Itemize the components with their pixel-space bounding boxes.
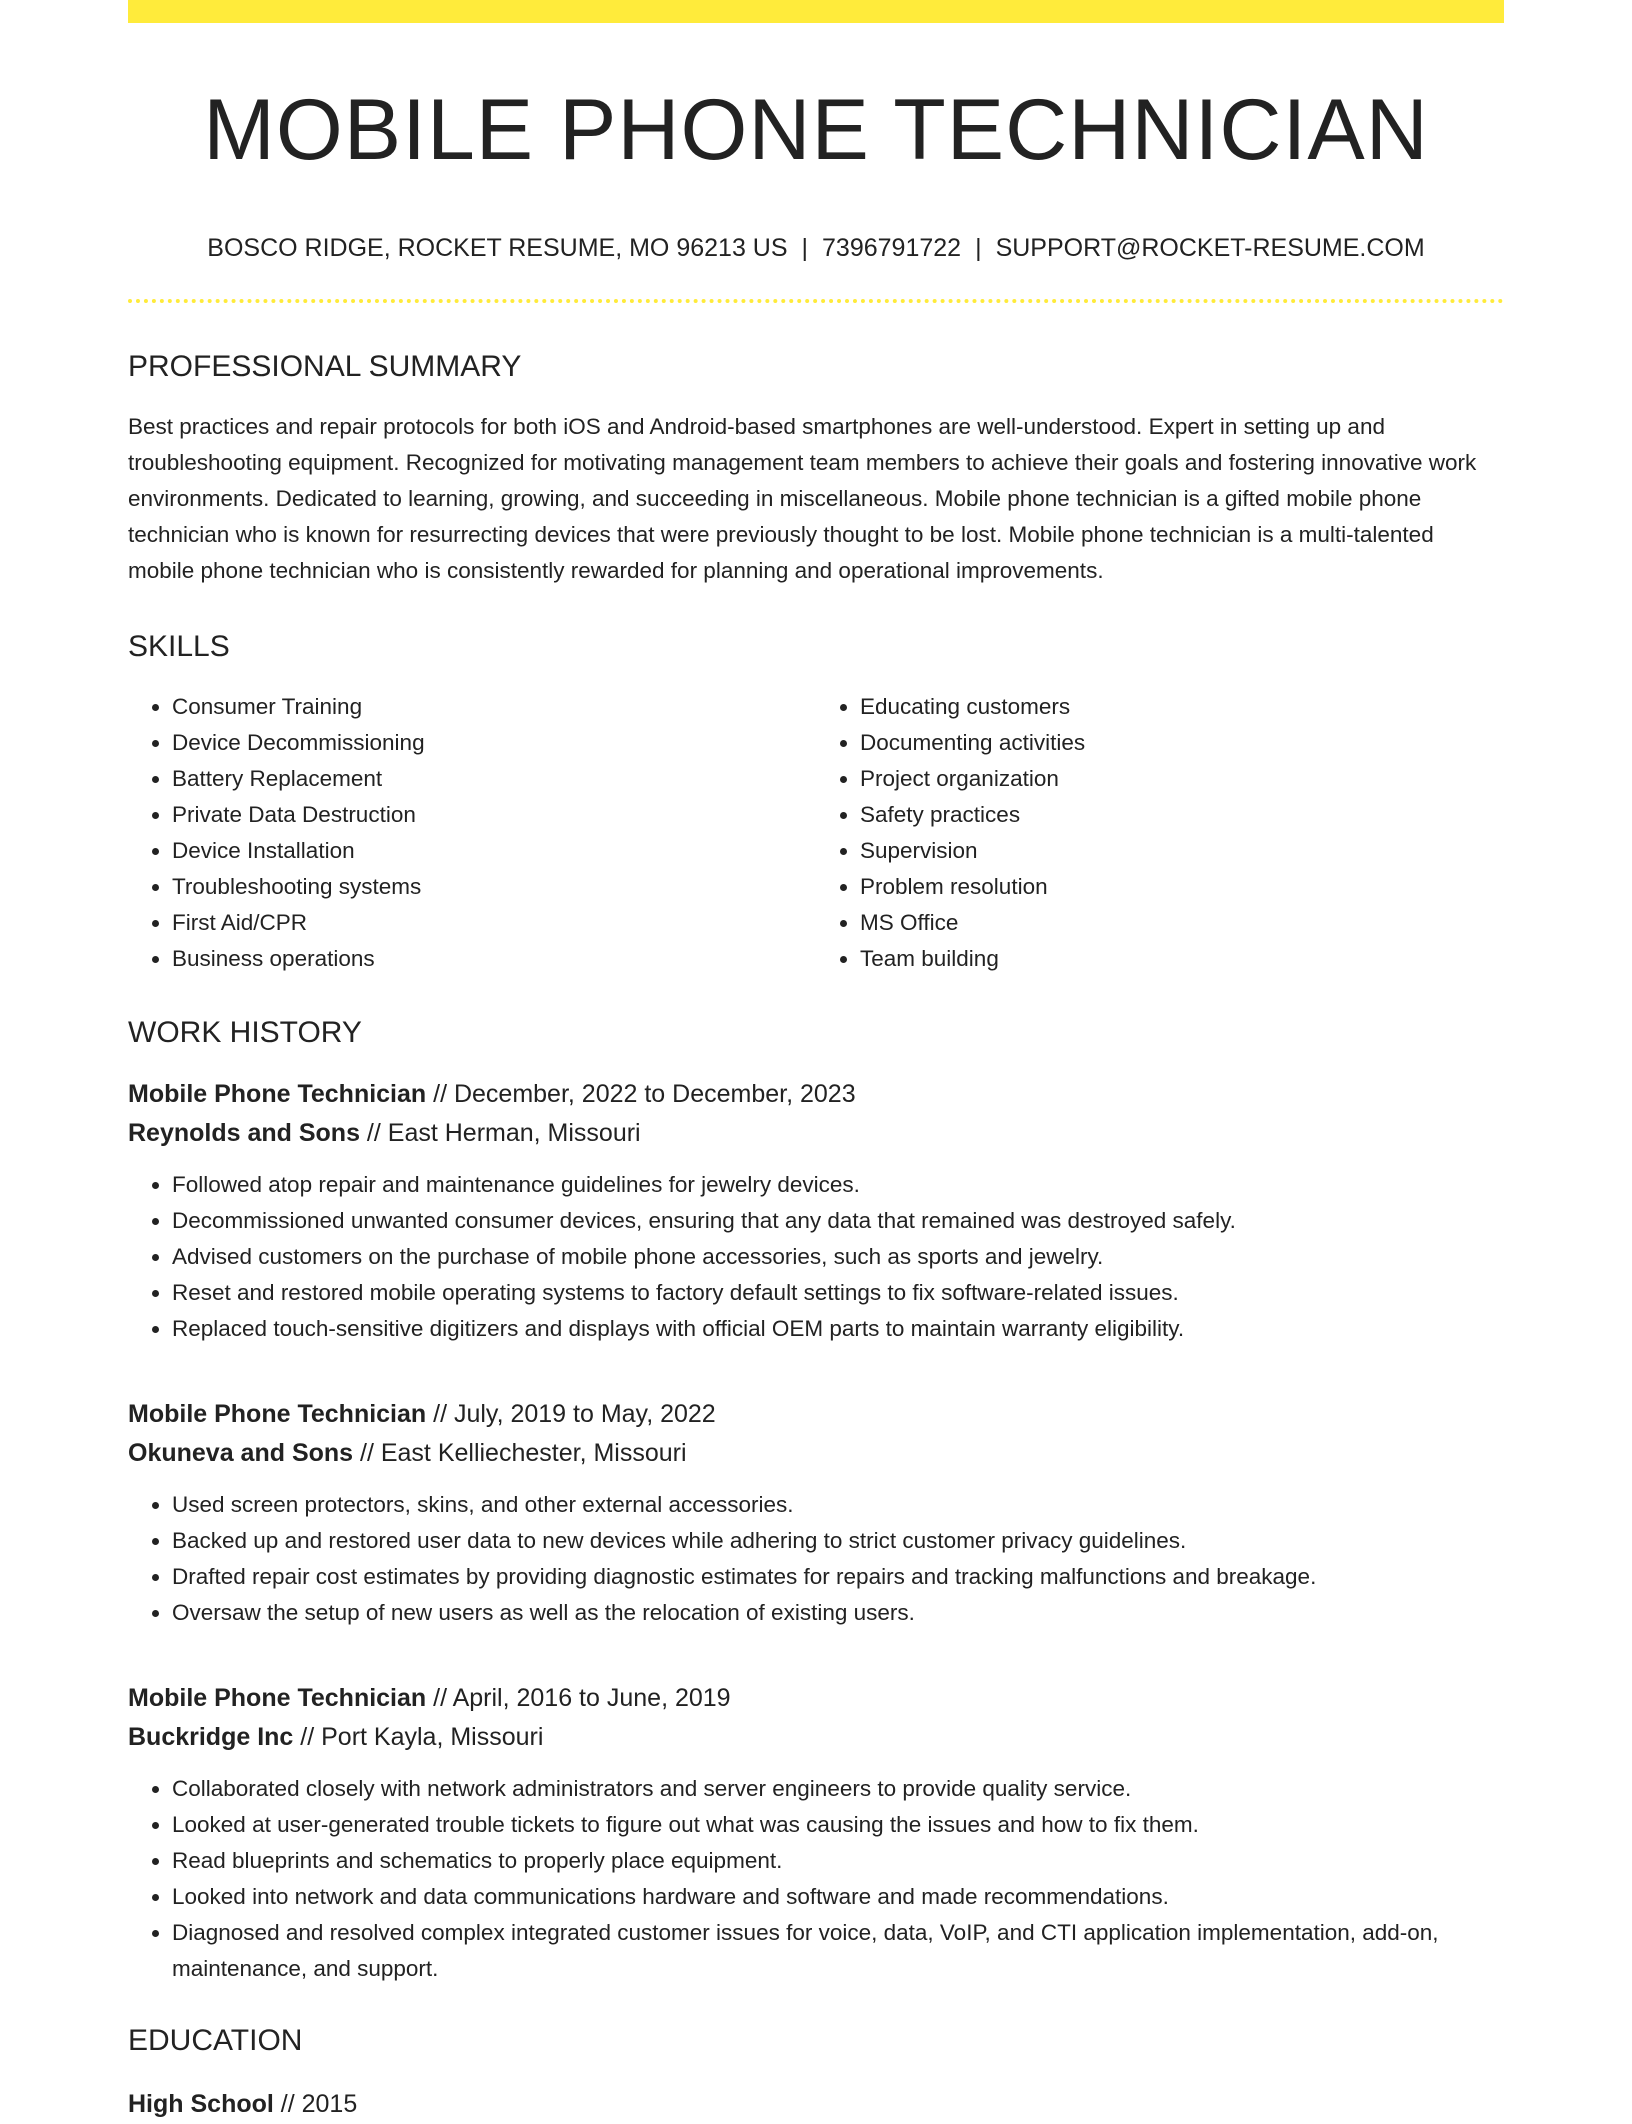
skills-columns xyxy=(128,689,1504,977)
skill-item: • Consumer Training xyxy=(172,689,816,725)
accent-top-bar xyxy=(128,0,1504,23)
skill-item: • Supervision xyxy=(860,833,1504,869)
job-location: // East Kelliechester, Missouri xyxy=(353,1439,687,1468)
job-bullet: • Replaced touch-sensitive digitizers and displays with official OEM parts to maintain warranty eligibility. xyxy=(172,1311,1504,1347)
contact-phone: 7396791722 xyxy=(822,234,962,263)
contact-separator: | xyxy=(975,234,982,263)
job-company-line xyxy=(128,1114,1504,1153)
skill-item: • Educating customers xyxy=(860,689,1504,725)
skill-item: • Documenting activities xyxy=(860,725,1504,761)
skills-list-right xyxy=(816,689,1504,977)
skill-item: • Safety practices xyxy=(860,797,1504,833)
job-location: // Port Kayla, Missouri xyxy=(293,1723,544,1752)
job-entry xyxy=(128,1075,1504,1347)
job-title-line xyxy=(128,1395,1504,1434)
job-role: Mobile Phone Technician xyxy=(128,1400,427,1429)
job-bullet: • Oversaw the setup of new users as well as the relocation of existing users. xyxy=(172,1595,1504,1631)
resume-name-heading: MOBILE PHONE TECHNICIAN xyxy=(203,82,1429,178)
skill-item: • MS Office xyxy=(860,905,1504,941)
summary-text: Best practices and repair protocols for both iOS and Android-based smartphones are well-understood. Expert in setting up and troubleshooting equipment. Recognized for motivating management team members to achieve their goals and fostering innovative work environments. Dedicated to learning, growing, and succeeding in miscellaneous. Mobile phone technician is a gifted mobile phone technician who is known for resurrecting devices that were previously thought to be lost. Mobile phone technician is a multi-talented mobile phone technician who is consistently rewarded for planning and operational improvements. xyxy=(128,414,1477,584)
job-bullet: • Advised customers on the purchase of mobile phone accessories, such as sports and jewelry. xyxy=(172,1239,1504,1275)
contact-line xyxy=(128,233,1504,263)
education-year: // 2015 xyxy=(273,2090,358,2119)
job-bullet: • Backed up and restored user data to new devices while adhering to strict customer privacy guidelines. xyxy=(172,1523,1504,1559)
education-entry xyxy=(128,2085,1504,2124)
job-bullet: • Reset and restored mobile operating systems to factory default settings to fix software-related issues. xyxy=(172,1275,1504,1311)
job-entry xyxy=(128,1679,1504,1987)
job-role: Mobile Phone Technician xyxy=(128,1080,427,1109)
skill-item: • Business operations xyxy=(172,941,816,977)
job-company-line xyxy=(128,1434,1504,1473)
skill-item: • Team building xyxy=(860,941,1504,977)
job-bullet: • Looked at user-generated trouble tickets to figure out what was causing the issues and how to fix them. xyxy=(172,1807,1504,1843)
job-bullet: • Diagnosed and resolved complex integrated customer issues for voice, data, VoIP, and CTI application implementation, add-on, maintenance, and support. xyxy=(172,1915,1504,1987)
job-bullet: • Looked into network and data communications hardware and software and made recommendations. xyxy=(172,1879,1504,1915)
skill-item: • Troubleshooting systems xyxy=(172,869,816,905)
education-school: High School xyxy=(128,2090,274,2119)
contact-separator: | xyxy=(801,234,809,263)
job-bullet: • Drafted repair cost estimates by providing diagnostic estimates for repairs and tracking malfunctions and breakage. xyxy=(172,1559,1504,1595)
job-bullets xyxy=(128,1487,1504,1631)
job-dates: // April, 2016 to June, 2019 xyxy=(426,1684,731,1713)
skill-item: • Project organization xyxy=(860,761,1504,797)
job-bullet: • Collaborated closely with network administrators and server engineers to provide quality service. xyxy=(172,1771,1504,1807)
skill-item: • Private Data Destruction xyxy=(172,797,816,833)
job-bullet: • Decommissioned unwanted consumer devices, ensuring that any data that remained was destroyed safely. xyxy=(172,1203,1504,1239)
skill-item: • Device Installation xyxy=(172,833,816,869)
job-company: Okuneva and Sons xyxy=(128,1439,354,1468)
job-bullet: • Read blueprints and schematics to properly place equipment. xyxy=(172,1843,1504,1879)
job-location: // East Herman, Missouri xyxy=(359,1119,641,1148)
skills-list-left xyxy=(128,689,816,977)
job-dates: // December, 2022 to December, 2023 xyxy=(426,1080,856,1109)
job-dates: // July, 2019 to May, 2022 xyxy=(426,1400,716,1429)
skill-item: • Problem resolution xyxy=(860,869,1504,905)
job-company: Reynolds and Sons xyxy=(128,1119,360,1148)
job-role: Mobile Phone Technician xyxy=(128,1684,427,1713)
job-title-line xyxy=(128,1075,1504,1114)
resume-page xyxy=(128,0,1504,2124)
contact-address: BOSCO RIDGE, ROCKET RESUME, MO 96213 US xyxy=(207,234,788,263)
job-bullets xyxy=(128,1771,1504,1987)
job-bullet: • Used screen protectors, skins, and other external accessories. xyxy=(172,1487,1504,1523)
section-title-skills: SKILLS xyxy=(128,630,230,664)
job-entry xyxy=(128,1395,1504,1631)
job-bullets xyxy=(128,1167,1504,1347)
section-title-summary: PROFESSIONAL SUMMARY xyxy=(128,350,522,384)
job-title-line xyxy=(128,1679,1504,1718)
skill-item: • Device Decommissioning xyxy=(172,725,816,761)
job-bullet: • Followed atop repair and maintenance guidelines for jewelry devices. xyxy=(172,1167,1504,1203)
contact-email: SUPPORT@ROCKET-RESUME.COM xyxy=(995,234,1425,263)
job-company-line xyxy=(128,1718,1504,1757)
skill-item: • First Aid/CPR xyxy=(172,905,816,941)
skill-item: • Battery Replacement xyxy=(172,761,816,797)
job-company: Buckridge Inc xyxy=(128,1723,294,1752)
section-title-work-history: WORK HISTORY xyxy=(128,1016,362,1050)
dotted-divider xyxy=(128,299,1504,303)
section-title-education: EDUCATION xyxy=(128,2024,303,2058)
